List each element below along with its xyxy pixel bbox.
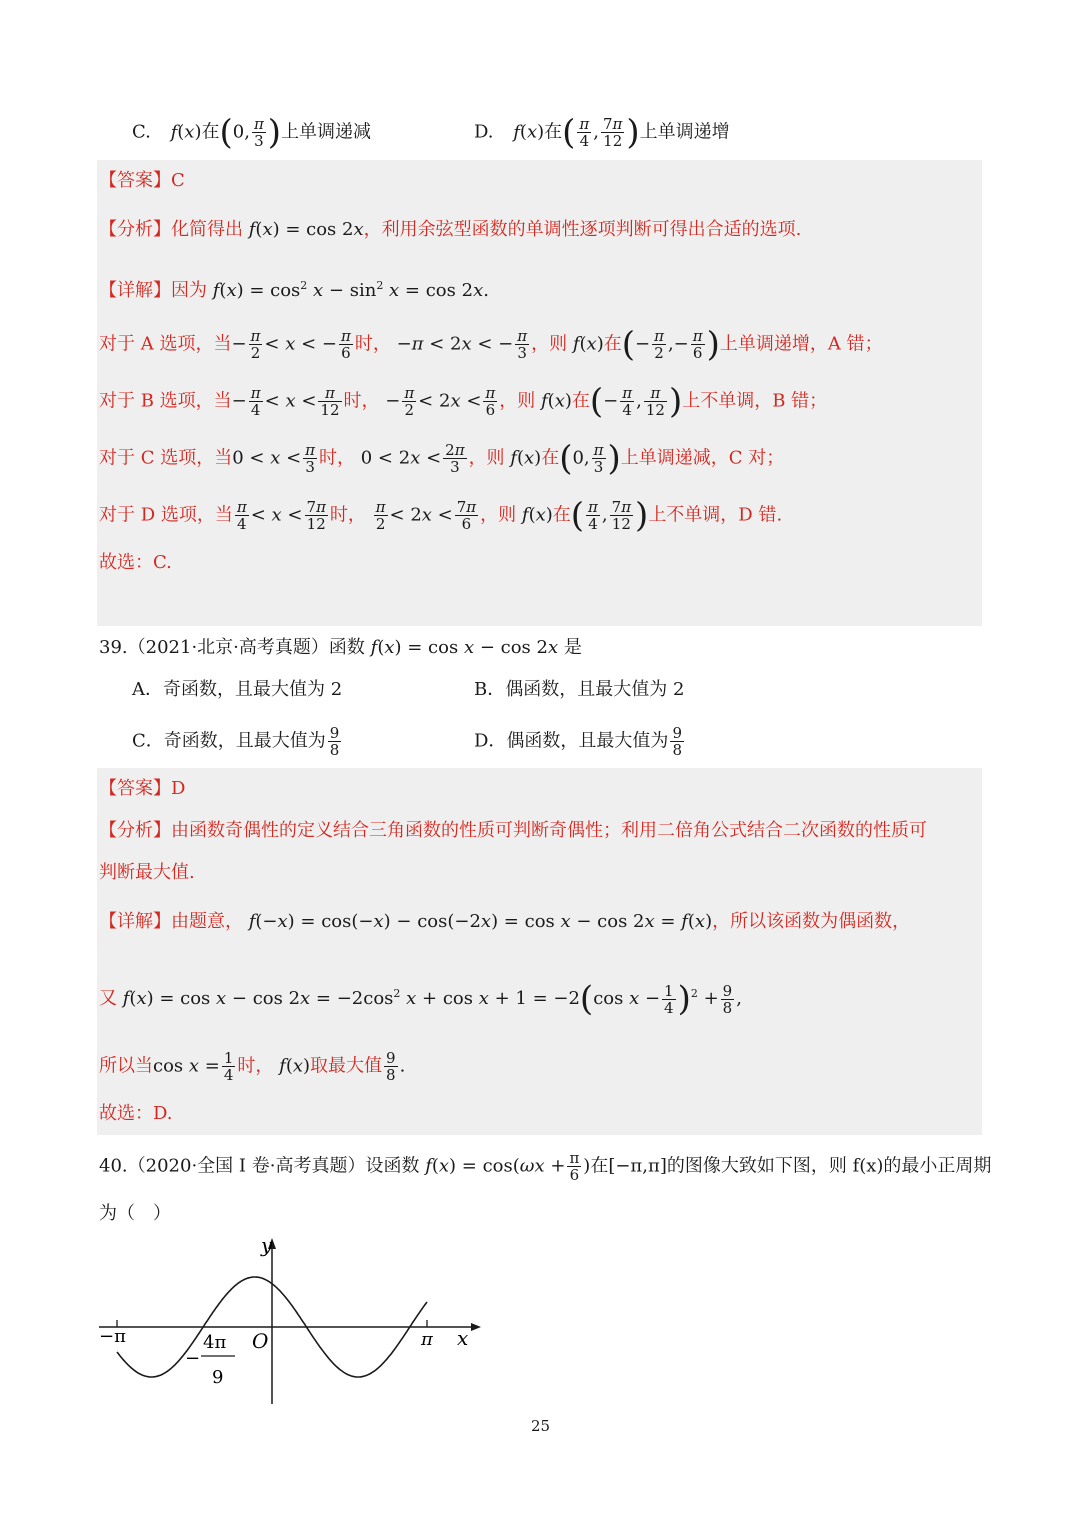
q40-cosine-graph [95,1230,485,1410]
q39-answer: 【答案】D [99,778,186,799]
q38-option-d: D. f(x)在( $\frac{\pi}{4}$ , $\frac{7\pi}{12}$ )上单调递增 [474,112,730,153]
page-number: 25 [531,1417,551,1435]
q39-detail-line1: 【详解】由题意， f(−x) = cos(−x) − cos(−2x) = cos x − cos 2x = f(x)，所以该函数为偶函数， [99,911,911,932]
q39-option-b: B．偶函数，且最大值为 2 [474,679,685,700]
x-axis-arrow [471,1323,481,1331]
q38-analysis: 【分析】化简得出 f(x) = cos 2x，利用余弦型函数的单调性逐项判断可得出合适的选项. [99,219,802,240]
q40-stem-line2: 为（ ） [99,1203,171,1224]
q39-option-a: A．奇函数，且最大值为 2 [132,679,343,700]
q38-line-c: 对于 C 选项，当0 < x < $\frac{\pi}{3}$ 时， 0 < 2x < $\frac{2\pi}{3}$ ，则 f(x)在(0, $\frac{\pi}{3}$ )上单调递减，C 对； [99,438,785,479]
q40-stem: 40.（2020·全国 I 卷·高考真题）设函数 f(x) = cos(ωx + $\frac{\pi}{6}$ )在[−π,π]的图像大致如下图，则 f(x)的最小正周期 [99,1149,992,1184]
q39-analysis-line2: 判断最大值. [99,862,195,883]
q38-option-c: C. f(x)在(0, $\frac{\pi}{3}$ )上单调递减 [132,112,372,153]
mark-sign: − [185,1348,201,1369]
q38-line-d: 对于 D 选项，当 $\frac{\pi}{4}$ < x < $\frac{7\pi}{12}$ 时， $\frac{\pi}{2}$ < 2x < $\frac{7\pi}{6}$ ，则 f(x)在( $\frac{\pi}{4}$ , $\frac{7\pi}{12}$ )上不单调，D 错. [99,495,783,536]
y-label: y [261,1233,273,1257]
q39-option-d: D．偶函数，且最大值为 $\frac{9}{8}$ [474,724,682,759]
q39-detail-line2: 又 $f(x) = \cos x - \cos 2x = -2\cos^2$ x + cos x + 1 = −2(cos x − $\frac{1}{4}$ )$^2$ + $\frac{9}{8}$ , [99,979,742,1019]
q39-detail-line3: 所以当cos x = $\frac{1}{4}$ 时， f(x)取最大值 $\frac{9}{8}$ . [99,1049,406,1084]
q39-analysis-line1: 【分析】由函数奇偶性的定义结合三角函数的性质可判断奇偶性；利用二倍角公式结合二次函数的性质可 [99,820,927,841]
q39-conclusion: 故选：D. [99,1103,173,1124]
neg-pi-label: −π [99,1326,126,1347]
q38-answer: 【答案】C [99,170,185,191]
q39-option-c: C．奇函数，且最大值为 $\frac{9}{8}$ [132,724,340,759]
q38-line-b: 对于 B 选项，当− $\frac{\pi}{4}$ < x < $\frac{\pi}{12}$ 时， − $\frac{\pi}{2}$ < 2x < $\frac{\pi}{6}$ ，则 f(x)在(− $\frac{\pi}{4}$ , $\frac{\pi}{12}$ )上不单调，B 错； [99,381,828,422]
q38-detail: 【详解】因为 $f(x) = \cos^2 x - \sin^2 x = \cos 2x$. [99,279,489,301]
mark-denominator: 9 [212,1367,224,1388]
q38-line-a: 对于 A 选项，当− $\frac{\pi}{2}$ < x < − $\frac{\pi}{6}$ 时， −π < 2x < − $\frac{\pi}{3}$ ，则 f(x)在(− $\frac{\pi}{2}$ ,− $\frac{\pi}{6}$ )上单调递增，A 错； [99,324,883,365]
q39-stem: 39.（2021·北京·高考真题）函数 f(x) = cos x − cos 2x 是 [99,637,582,658]
q38-conclusion: 故选：C. [99,552,172,573]
origin-label: O [252,1329,269,1353]
mark-numerator: 4π [203,1332,227,1353]
pi-label: π [421,1329,433,1350]
x-label: x [457,1326,469,1350]
